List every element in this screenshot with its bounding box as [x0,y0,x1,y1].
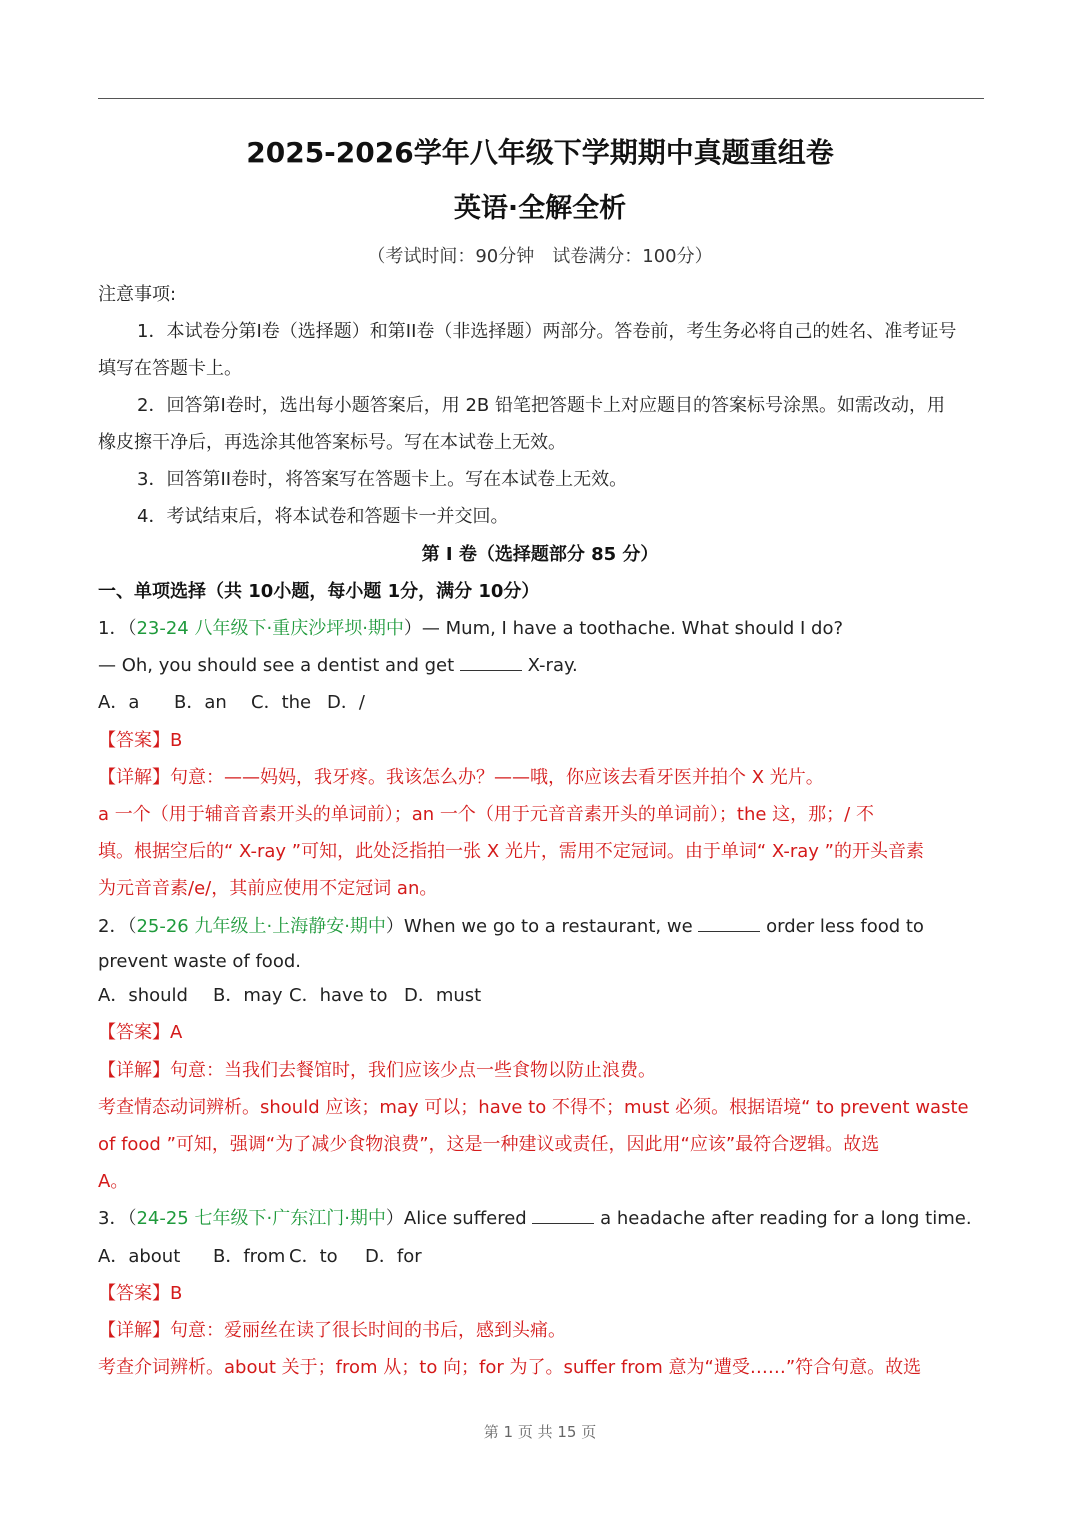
q2-option-c: C．have to [289,985,388,1006]
q3-stem-after-blank: a headache after reading for a long time. [594,1208,972,1229]
q3-stem-line-1 [98,1207,972,1231]
q1-source: 23-24 八年级下·重庆沙坪坝·期中 [136,618,404,639]
note-4: 4．考试结束后，将本试卷和答题卡一并交回。 [137,506,509,527]
q1-detail-3: 填。根据空后的“ X-ray ”可知，此处泛指拍一张 X 光片，需用不定冠词。由于单词“ X-ray ”的开头音素 [98,841,924,862]
exam-info: （考试时间：90分钟 试卷满分：100分） [367,246,713,267]
notes-heading: 注意事项: [98,284,177,305]
q2-detail-1: 【详解】句意：当我们去餐馆时，我们应该少点一些食物以防止浪费。 [98,1060,656,1081]
q3-blank [532,1207,594,1224]
q1-answer: 【答案】B [98,730,183,751]
q2-options [98,984,481,1008]
q1-detail-1: 【详解】句意：——妈妈，我牙疼。我该怎么办？——哦，你应该去看牙医并拍个 X 光片。 [98,767,824,788]
note-2-line-1: 2．回答第I卷时，选出每小题答案后，用 2B 铅笔把答题卡上对应题目的答案标号涂黑。如需改动，用 [137,395,946,416]
q3-option-a: A．about [98,1246,181,1267]
q1-option-d: D．/ [327,692,365,713]
q3-options [98,1245,422,1269]
q1-number: 1．（ [98,618,137,639]
q2-stem-line-1 [98,915,924,939]
q1-stem-text: ）— Mum, I have a toothache. What should I do? [403,618,844,639]
q2-option-d: D．must [404,985,482,1006]
note-3: 3．回答第II卷时，将答案写在答题卡上。写在本试卷上无效。 [137,469,628,490]
q2-stem-after-blank: order less food to [760,916,924,937]
q2-detail-4: A。 [98,1171,129,1192]
page-title: 2025-2026学年八年级下学期期中真题重组卷 [246,136,834,169]
part-title: 第 I 卷（选择题部分 85 分） [421,544,659,565]
section-heading: 一、单项选择（共 10小题，每小题 1分，满分 10分） [98,581,540,602]
q2-option-a: A．should [98,985,188,1006]
q1-stem-line-2 [98,654,578,678]
q2-answer: 【答案】A [98,1022,183,1043]
note-1-line-1: 1．本试卷分第I卷（选择题）和第II卷（非选择题）两部分。答卷前，考生务必将自己的姓名、准考证号 [137,321,957,342]
page-footer: 第 1 页 共 15 页 [483,1423,597,1441]
top-rule [98,98,984,99]
q1-stem-after-blank: X-ray. [521,655,578,676]
q3-source: 24-25 七年级下·广东江门·期中 [136,1208,386,1229]
q2-option-b: B．may [213,985,283,1006]
q1-option-c: C．the [251,692,312,713]
q3-option-d: D．for [365,1246,422,1267]
q3-number: 3．（ [98,1208,137,1229]
q2-detail-2: 考查情态动词辨析。should 应该；may 可以；have to 不得不；must 必须。根据语境“ to prevent waste [98,1097,969,1118]
q2-source: 25-26 九年级上·上海静安·期中 [136,916,386,937]
q3-stem-before-blank: ）Alice suffered [385,1208,533,1229]
q3-detail-2: 考查介词辨析。about 关于；from 从；to 向；for 为了。suffer from 意为“遭受……”符合句意。故选 [98,1357,922,1378]
q3-answer: 【答案】B [98,1283,183,1304]
q1-detail-2: a 一个（用于辅音音素开头的单词前）；an 一个（用于元音音素开头的单词前）；the 这，那；/ 不 [98,804,874,825]
q1-option-a: A．a [98,692,140,713]
q1-detail-4: 为元音音素/e/，其前应使用不定冠词 an。 [98,878,438,899]
q1-blank [460,654,522,671]
q2-detail-3: of food ”可知，强调“为了减少食物浪费”，这是一种建议或责任，因此用“应该”最符合逻辑。故选 [98,1134,880,1155]
q3-option-c: C．to [289,1246,338,1267]
q3-detail-1: 【详解】句意：爱丽丝在读了很长时间的书后，感到头痛。 [98,1320,566,1341]
q1-stem-line-1 [98,617,843,641]
q1-option-b: B．an [174,692,227,713]
q2-stem-before-blank: ）When we go to a restaurant, we [385,916,699,937]
q1-options [98,691,365,715]
q2-blank [698,915,760,932]
page-subtitle: 英语·全解全析 [453,193,627,224]
note-1-line-2: 填写在答题卡上。 [98,358,242,379]
q2-number: 2．（ [98,916,137,937]
q2-stem-line-2: prevent waste of food. [98,951,301,972]
note-2-line-2: 橡皮擦干净后，再选涂其他答案标号。写在本试卷上无效。 [98,432,566,453]
q3-option-b: B．from [213,1246,286,1267]
q1-stem-before-blank: — Oh, you should see a dentist and get [98,655,460,676]
